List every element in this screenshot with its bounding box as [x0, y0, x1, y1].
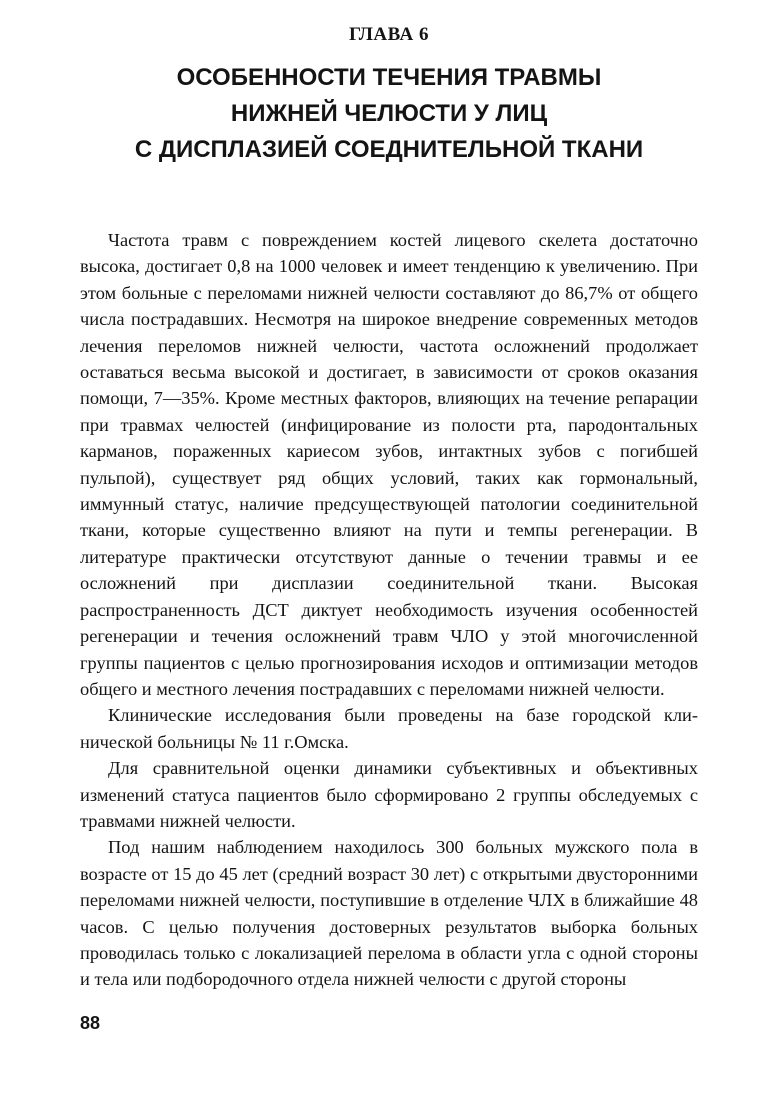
- chapter-label: ГЛАВА 6: [348, 24, 430, 45]
- chapter-title: [60, 60, 718, 168]
- chapter-title-line-3: С ДИСПЛАЗИЕЙ СОЕДНИТЕЛЬНОЙ ТКАНИ: [134, 136, 644, 163]
- page-number: 88: [80, 1013, 101, 1033]
- paragraph-2: Клинические исследования были проведены на базе городской клинической больницы № 11 г.Омска.: [80, 705, 698, 752]
- paragraph-1: Частота травм с повреждением костей лицевого скелета достаточно высока, достигает 0,8 на 1000 человек и имеет тенденцию к увеличению. При этом больные с переломами нижней челюсти составляют до 86,7% от общего числа пострадавших. Несмотря на широкое внедрение современных методов лечения переломов нижней челюсти, частота осложнений продолжает оставаться весьма высокой и достигает, в зависимости от сроков оказания помощи, 7—35%. Кроме местных факторов, влияющих на течение репарации при травмах челюстей (инфицирование из полости рта, пародонтальных карманов, пораженных кариесом зубов, интактных зубов с погибшей пульпой), существует ряд общих условий, таких как гормональный, иммунный статус, наличие предсуществующей патологии соединительной ткани, которые существенно влияют на пути и темпы регенерации. В литературе практически отсутствуют данные о течении травмы и ее осложнений при дисплазии соединительной ткани. Высокая распространенность ДСТ диктует необходимость изучения особенностей регенерации и течения осложнений травм ЧЛО у этой многочисленной группы пациентов с целью прогнозирования исходов и оптимизации методов общего и местного лечения пострадавших с переломами нижней челюсти.: [80, 230, 698, 699]
- chapter-title-line-1: ОСОБЕННОСТИ ТЕЧЕНИЯ ТРАВМЫ: [176, 64, 602, 91]
- paragraph-3: Для сравнительной оценки динамики субъективных и объективных изменений статуса пациентов было сформировано 2 группы обследуемых с травмами нижней челюсти.: [80, 758, 698, 831]
- body-text: [80, 227, 698, 993]
- paragraph-4: Под нашим наблюдением находилось 300 больных мужского пола в возрасте от 15 до 45 лет (средний возраст 30 лет) с открытыми двусторонними переломами нижней челюсти, поступившие в отделение ЧЛХ в ближайшие 48 часов. С целью получения достоверных результатов выборка больных проводилась только с локализацией перелома в области угла с одной стороны и тела или подбородочного отдела нижней челюсти с другой стороны: [80, 837, 698, 990]
- chapter-title-line-2: НИЖНЕЙ ЧЕЛЮСТИ У ЛИЦ: [230, 100, 548, 127]
